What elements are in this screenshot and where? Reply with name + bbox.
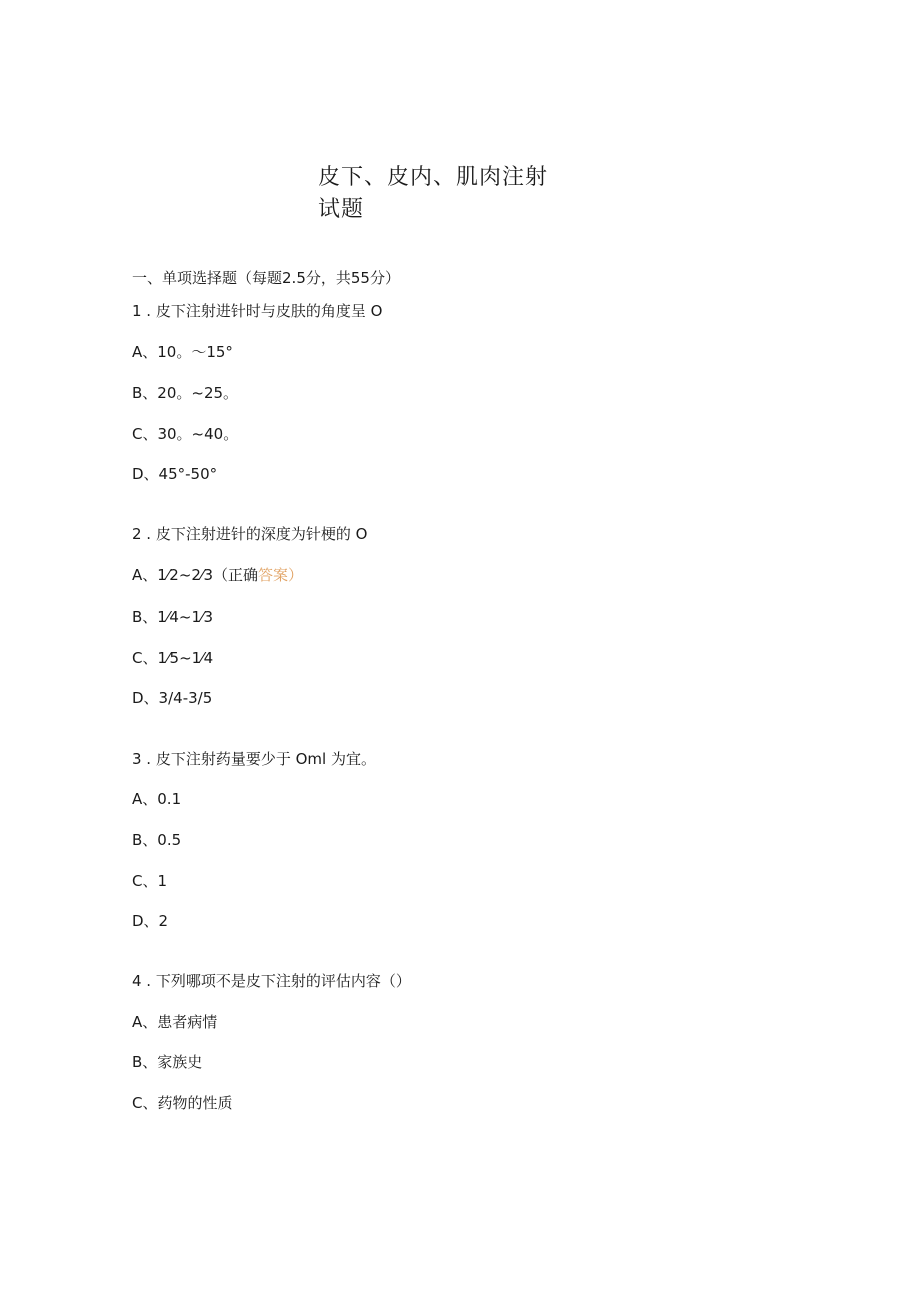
answer-marker: 答案） [258, 566, 304, 584]
question-3-option-d: D、2 [132, 912, 169, 930]
question-2-option-b: B、1⁄4~1⁄3 [132, 608, 214, 626]
question-2-option-c: C、1⁄5~1⁄4 [132, 649, 214, 667]
title-line-2: 试题 [318, 197, 365, 222]
question-4-option-c: C、药物的性质 [132, 1094, 233, 1112]
question-1-stem: 1 . 皮下注射进针时与皮肤的角度呈 O [132, 302, 383, 320]
question-4-option-a: A、患者病情 [132, 1013, 218, 1031]
question-1-option-b: B、20。~25。 [132, 384, 239, 402]
question-2-option-d: D、3/4-3/5 [132, 689, 213, 707]
question-3-option-b: B、0.5 [132, 831, 182, 849]
question-2-option-a-text: A、1⁄2~2⁄3（正确 [132, 566, 259, 584]
section-heading: 一、单项选择题（每题2.5分，共55分） [132, 269, 400, 287]
question-3-option-c: C、1 [132, 872, 168, 890]
question-1-option-c: C、30。~40。 [132, 425, 239, 443]
question-4-stem: 4 . 下列哪项不是皮下注射的评估内容（） [132, 972, 411, 990]
question-2-option-a [132, 565, 303, 585]
question-1-option-d: D、45°-50° [132, 465, 218, 483]
document-title [318, 162, 558, 226]
question-4-option-b: B、家族史 [132, 1053, 203, 1071]
question-2-stem: 2 . 皮下注射进针的深度为针梗的 O [132, 525, 368, 543]
question-3-stem: 3 . 皮下注射药量要少于 Oml 为宜。 [132, 750, 376, 768]
question-3-option-a: A、0.1 [132, 790, 182, 808]
question-1-option-a: A、10。～15° [132, 343, 233, 361]
title-line-1: 皮下、皮内、肌肉注射 [318, 165, 549, 190]
